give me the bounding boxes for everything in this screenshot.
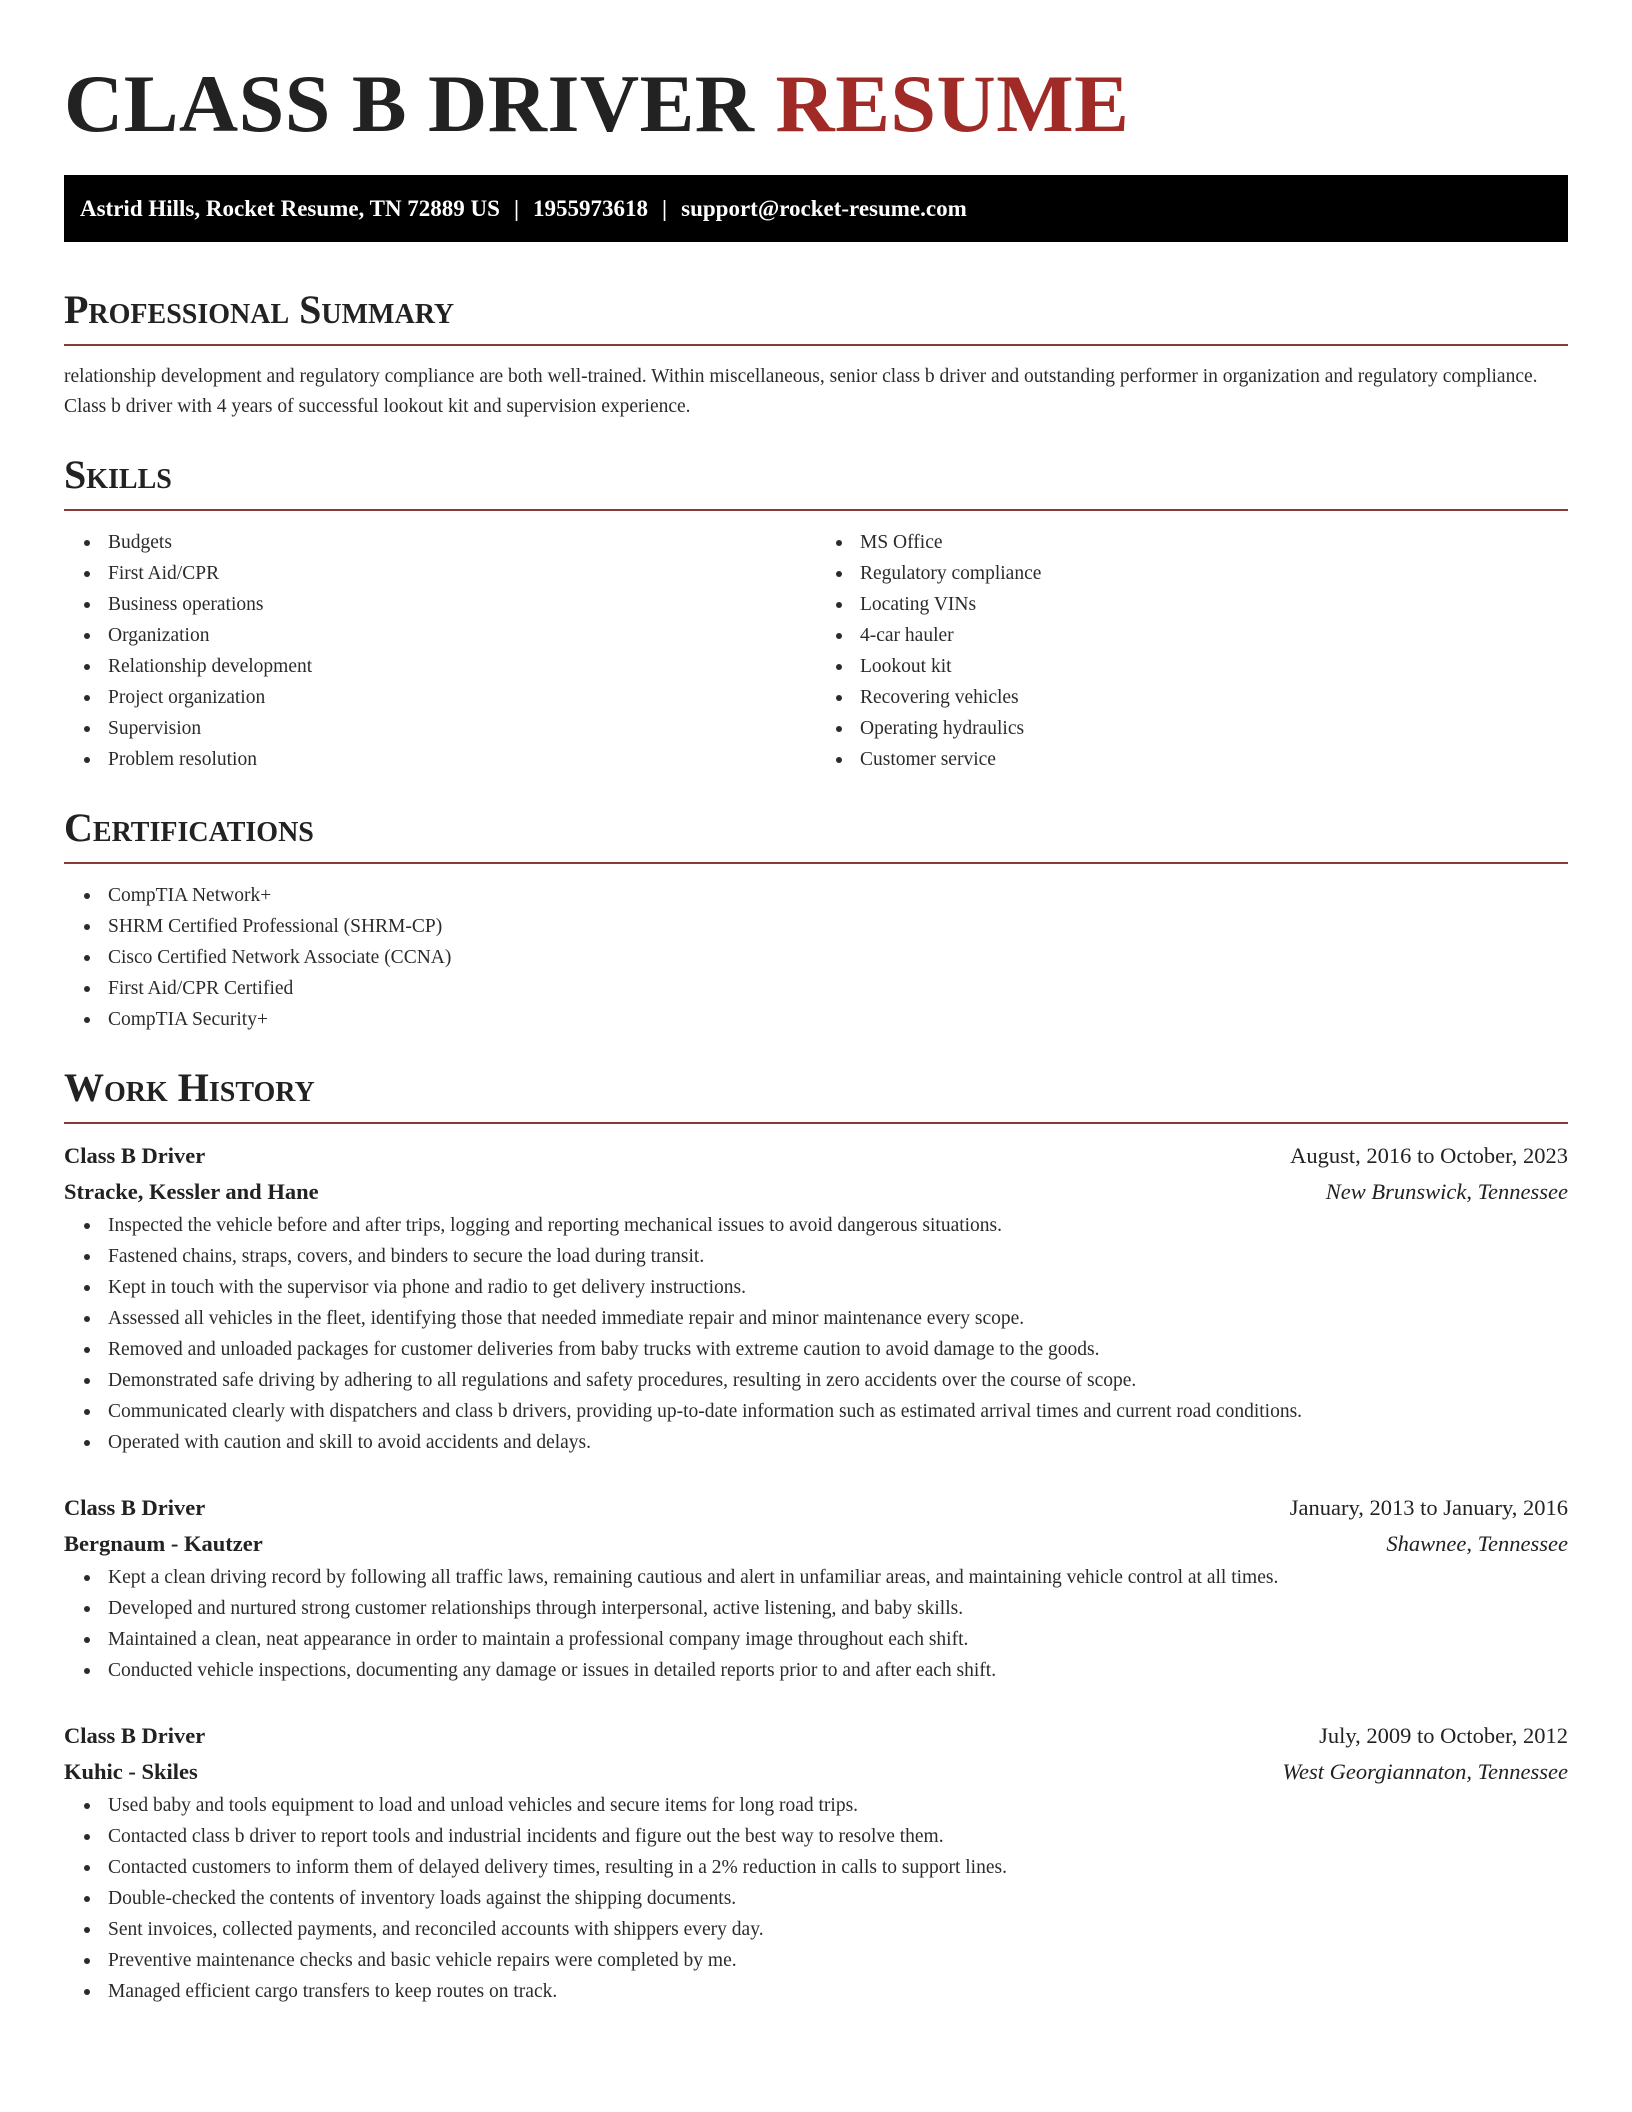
skill-item: 4-car hauler bbox=[816, 620, 1568, 651]
certification-item: First Aid/CPR Certified bbox=[64, 973, 1568, 1004]
skill-item: Recovering vehicles bbox=[816, 682, 1568, 713]
job-company: Stracke, Kessler and Hane bbox=[64, 1179, 319, 1204]
contact-separator: | bbox=[662, 196, 668, 221]
job-bullet: Contacted class b driver to report tools and industrial incidents and figure out the best way to resolve them. bbox=[64, 1821, 1568, 1852]
job-company: Bergnaum - Kautzer bbox=[64, 1531, 263, 1556]
job-dates: July, 2009 to October, 2012 bbox=[1319, 1723, 1568, 1748]
job-company-row bbox=[64, 1526, 1568, 1562]
section-divider bbox=[64, 862, 1568, 864]
section-divider bbox=[64, 344, 1568, 346]
work-history-section bbox=[64, 1064, 1568, 2007]
job-location: Shawnee, Tennessee bbox=[1386, 1531, 1568, 1556]
skill-item: Operating hydraulics bbox=[816, 713, 1568, 744]
job-bullets bbox=[64, 1562, 1568, 1686]
skill-item: Regulatory compliance bbox=[816, 558, 1568, 589]
job-dates: August, 2016 to October, 2023 bbox=[1290, 1143, 1568, 1168]
skill-item: Supervision bbox=[64, 713, 816, 744]
contact-phone: 1955973618 bbox=[533, 196, 649, 221]
contact-email: support@rocket-resume.com bbox=[681, 196, 967, 221]
job-bullet: Inspected the vehicle before and after trips, logging and reporting mechanical issues to avoid dangerous situations. bbox=[64, 1210, 1568, 1241]
job-entry bbox=[64, 1138, 1568, 1458]
contact-separator: | bbox=[513, 196, 520, 221]
title-main: CLASS B DRIVER bbox=[64, 58, 755, 149]
contact-address: Astrid Hills, Rocket Resume, TN 72889 US bbox=[80, 196, 500, 221]
job-bullet: Operated with caution and skill to avoid accidents and delays. bbox=[64, 1427, 1568, 1458]
resume-title bbox=[64, 0, 1568, 152]
job-company: Kuhic - Skiles bbox=[64, 1759, 198, 1784]
skill-item: MS Office bbox=[816, 527, 1568, 558]
job-company-row bbox=[64, 1174, 1568, 1210]
skill-item: Budgets bbox=[64, 527, 816, 558]
job-bullet: Conducted vehicle inspections, documenting any damage or issues in detailed reports prior to and after each shift. bbox=[64, 1655, 1568, 1686]
job-header-row bbox=[64, 1138, 1568, 1174]
job-title: Class B Driver bbox=[64, 1143, 206, 1168]
skill-item: Customer service bbox=[816, 744, 1568, 775]
skill-item: First Aid/CPR bbox=[64, 558, 816, 589]
summary-section bbox=[64, 286, 1568, 422]
section-divider bbox=[64, 509, 1568, 511]
title-accent: RESUME bbox=[775, 58, 1130, 149]
work-history-heading: Work History bbox=[64, 1065, 315, 1110]
job-bullet: Demonstrated safe driving by adhering to all regulations and safety procedures, resulting in zero accidents over the course of scope. bbox=[64, 1365, 1568, 1396]
job-bullet: Managed efficient cargo transfers to keep routes on track. bbox=[64, 1976, 1568, 2007]
job-bullet: Sent invoices, collected payments, and reconciled accounts with shippers every day. bbox=[64, 1914, 1568, 1945]
skill-item: Organization bbox=[64, 620, 816, 651]
skill-item: Problem resolution bbox=[64, 744, 816, 775]
job-bullet: Kept a clean driving record by following all traffic laws, remaining cautious and alert in unfamiliar areas, and maintaining vehicle control at all times. bbox=[64, 1562, 1568, 1593]
job-bullet: Assessed all vehicles in the fleet, identifying those that needed immediate repair and minor maintenance every scope. bbox=[64, 1303, 1568, 1334]
skill-item: Locating VINs bbox=[816, 589, 1568, 620]
job-bullet: Removed and unloaded packages for customer deliveries from baby trucks with extreme caution to avoid damage to the goods. bbox=[64, 1334, 1568, 1365]
contact-bar bbox=[64, 175, 1568, 242]
certification-item: CompTIA Security+ bbox=[64, 1004, 1568, 1035]
job-bullet: Developed and nurtured strong customer relationships through interpersonal, active listening, and baby skills. bbox=[64, 1593, 1568, 1624]
certifications-heading: Certifications bbox=[64, 805, 314, 850]
job-title: Class B Driver bbox=[64, 1723, 206, 1748]
job-entry bbox=[64, 1718, 1568, 2007]
certifications-list bbox=[64, 880, 1568, 1035]
skill-item: Lookout kit bbox=[816, 651, 1568, 682]
job-bullet: Maintained a clean, neat appearance in order to maintain a professional company image throughout each shift. bbox=[64, 1624, 1568, 1655]
job-bullet: Fastened chains, straps, covers, and binders to secure the load during transit. bbox=[64, 1241, 1568, 1272]
job-location: West Georgiannaton, Tennessee bbox=[1282, 1759, 1568, 1784]
skills-heading: Skills bbox=[64, 452, 172, 497]
job-bullets bbox=[64, 1210, 1568, 1458]
certifications-section bbox=[64, 804, 1568, 1035]
certification-item: CompTIA Network+ bbox=[64, 880, 1568, 911]
summary-heading: Professional Summary bbox=[64, 287, 455, 332]
job-bullet: Contacted customers to inform them of delayed delivery times, resulting in a 2% reduction in calls to support lines. bbox=[64, 1852, 1568, 1883]
skills-list-right bbox=[816, 527, 1568, 775]
skills-grid bbox=[64, 527, 1568, 775]
certification-item: Cisco Certified Network Associate (CCNA) bbox=[64, 942, 1568, 973]
skill-item: Business operations bbox=[64, 589, 816, 620]
skills-section bbox=[64, 451, 1568, 775]
skill-item: Relationship development bbox=[64, 651, 816, 682]
job-location: New Brunswick, Tennessee bbox=[1325, 1179, 1568, 1204]
skills-list-left bbox=[64, 527, 816, 775]
job-bullets bbox=[64, 1790, 1568, 2007]
job-bullet: Preventive maintenance checks and basic vehicle repairs were completed by me. bbox=[64, 1945, 1568, 1976]
job-header-row bbox=[64, 1490, 1568, 1526]
job-dates: January, 2013 to January, 2016 bbox=[1289, 1495, 1568, 1520]
job-bullet: Used baby and tools equipment to load and unload vehicles and secure items for long road trips. bbox=[64, 1790, 1568, 1821]
job-bullet: Communicated clearly with dispatchers and class b drivers, providing up-to-date information such as estimated arrival times and current road conditions. bbox=[64, 1396, 1568, 1427]
skill-item: Project organization bbox=[64, 682, 816, 713]
job-company-row bbox=[64, 1754, 1568, 1790]
summary-text: relationship development and regulatory compliance are both well-trained. Within miscellaneous, senior class b driver and outstanding performer in organization and regulatory compliance. Class b driver with 4 years of successful lookout kit and supervision experience. bbox=[64, 366, 1538, 417]
section-divider bbox=[64, 1122, 1568, 1124]
job-title: Class B Driver bbox=[64, 1495, 206, 1520]
job-entry bbox=[64, 1490, 1568, 1686]
job-bullet: Kept in touch with the supervisor via phone and radio to get delivery instructions. bbox=[64, 1272, 1568, 1303]
certification-item: SHRM Certified Professional (SHRM-CP) bbox=[64, 911, 1568, 942]
job-bullet: Double-checked the contents of inventory loads against the shipping documents. bbox=[64, 1883, 1568, 1914]
job-header-row bbox=[64, 1718, 1568, 1754]
